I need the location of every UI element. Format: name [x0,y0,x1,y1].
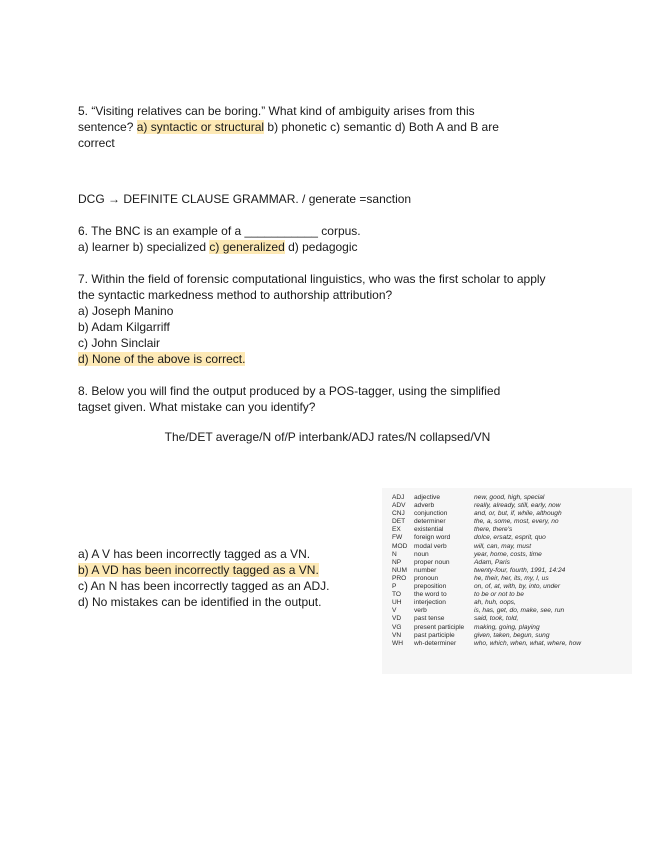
q5-line-3: correct [78,136,115,150]
tagset-description: existential [414,526,444,534]
tagset-row [392,510,581,518]
tagset-description: wh-determiner [414,639,457,647]
q7-option-c: c) John Sinclair [78,336,161,350]
tagset-tag: VD [392,615,402,623]
q7-line-1: 7. Within the field of forensic computational linguistics, who was the first scholar to apply [78,272,546,286]
tagset-tag: MOD [392,542,408,550]
tagset-description: determiner [414,518,446,526]
dcg-note: DCG → DEFINITE CLAUSE GRAMMAR. / generate =sanction [78,192,412,206]
tagged-sentence: The/DET average/N of/P interbank/ADJ rates/N collapsed/VN [164,430,491,444]
tagset-examples: said, took, told, [474,615,519,623]
tagset-examples: on, of, at, with, by, into, under [474,583,561,591]
tagset-table [382,488,632,674]
tagset-examples: who, which, when, what, where, how [474,639,582,647]
tagset-row [392,591,581,599]
tagset-tag: UH [392,599,402,607]
tagset-examples: year, home, costs, time [474,550,542,558]
tagset-description: modal verb [414,542,447,550]
q5-line-2-post: b) phonetic c) semantic d) Both A and B are [264,120,499,134]
tagset-row [392,502,581,510]
tagset-description: foreign word [414,534,451,542]
q8-option-c: c) An N has been incorrectly tagged as an ADJ. [78,579,330,593]
tagset-description: noun [414,550,429,558]
tagset-row [392,567,581,575]
q6-line-2-pre: a) learner b) specialized [78,240,210,254]
q6-line-1: 6. The BNC is an example of a ___________ corpus. [78,224,361,238]
tagset-row [392,575,581,583]
tagset-examples: twenty-four, fourth, 1991, 14:24 [474,566,566,574]
tagset-rows [392,494,581,648]
q7-answer [78,351,245,367]
q5-answer-highlight: a) syntactic or structural [136,120,265,134]
tagset-tag: EX [392,526,401,534]
tagset-tag: VN [392,631,402,639]
tagset-row [392,624,581,632]
tagset-tag: DET [392,518,406,526]
tagset-description: the word to [414,591,447,599]
tagset-tag: N [392,550,397,558]
tagset-examples: dolce, ersatz, esprit, quo [474,534,546,542]
tagset-description: past participle [414,631,455,639]
tagset-tag: V [392,607,397,615]
tagset-examples: given, taken, begun, sung [474,631,550,639]
tagset-description: number [414,566,437,574]
tagset-description: verb [414,607,427,615]
q8-answer-highlight: b) A VD has been incorrectly tagged as a VN. [78,563,319,577]
tagset-tag: CNJ [392,510,405,518]
q8-option-d: d) No mistakes can be identified in the output. [78,595,322,609]
tagset-examples: new, good, high, special [474,494,545,501]
q8-option-b [78,562,319,578]
tagset-examples: really, already, still, early, now [474,502,561,510]
q8-line-2: tagset given. What mistake can you identify? [78,400,316,414]
tagset-row [392,494,581,502]
tagset-description: past tense [414,615,445,623]
tagset-row [392,534,581,542]
q6-line-2-post: d) pedagogic [284,240,358,254]
tagset-examples: Adam, Paris [474,558,510,566]
tagset-description: preposition [414,583,447,591]
tagset-row [392,632,581,640]
tagset-tag: ADV [392,502,406,510]
tagset-row [392,640,581,648]
q5-line-1: 5. “Visiting relatives can be boring.” What kind of ambiguity arises from this [78,104,475,118]
tagset-examples: the, a, some, most, every, no [474,518,559,526]
tagset-tag: NUM [392,566,408,574]
tagset-row [392,526,581,534]
tagset-examples: there, there's [474,526,513,534]
tagset-examples: and, or, but, if, while, although [474,510,562,518]
tagset-examples: making, going, playing [474,623,540,631]
q8-line-1: 8. Below you will find the output produced by a POS-tagger, using the simplified [78,384,501,398]
tagset-examples: will, can, may, must [474,542,532,550]
tagset-examples: ah, huh, oops, [474,599,516,607]
tagset-description: present participle [414,623,465,631]
tagset-tag: TO [392,591,402,599]
tagset-description: adjective [414,494,441,501]
q7-option-a: a) Joseph Manino [78,304,174,318]
tagset-tag: NP [392,558,402,566]
q5-line-2-pre: sentence? [78,120,137,134]
tagset-tag: ADJ [392,494,405,501]
tagset-description: proper noun [414,558,450,566]
q7-line-2: the syntactic markedness method to authorship attribution? [78,288,393,302]
tagset-description: conjunction [414,510,448,518]
tagset-row [392,518,581,526]
tagset-examples: is, has, get, do, make, see, run [474,607,565,615]
tagset-description: pronoun [414,574,439,582]
q6-answer-highlight: c) generalized [209,240,285,254]
tagset-tag: WH [392,639,403,647]
q8-option-a: a) A V has been incorrectly tagged as a VN. [78,547,311,561]
tagset-description: adverb [414,502,435,510]
q7-option-b: b) Adam Kilgarriff [78,320,170,334]
tagset-row [392,599,581,607]
tagset-row [392,551,581,559]
tagset-tag: VG [392,623,402,631]
tagset-row [392,543,581,551]
tagset-tag: P [392,583,397,591]
tagset-row [392,559,581,567]
tagset-examples: he, their, her, its, my, I, us [474,574,549,582]
tagset-row [392,607,581,615]
tagset-tag: PRO [392,574,407,582]
tagset-row [392,583,581,591]
tagset-row [392,615,581,623]
q5-line-2 [78,119,499,135]
q6-line-2 [78,239,358,255]
tagset-description: interjection [414,599,446,607]
tagset-tag: FW [392,534,403,542]
tagset-examples: to be or not to be [474,591,524,599]
q7-answer-highlight: d) None of the above is correct. [78,352,246,366]
